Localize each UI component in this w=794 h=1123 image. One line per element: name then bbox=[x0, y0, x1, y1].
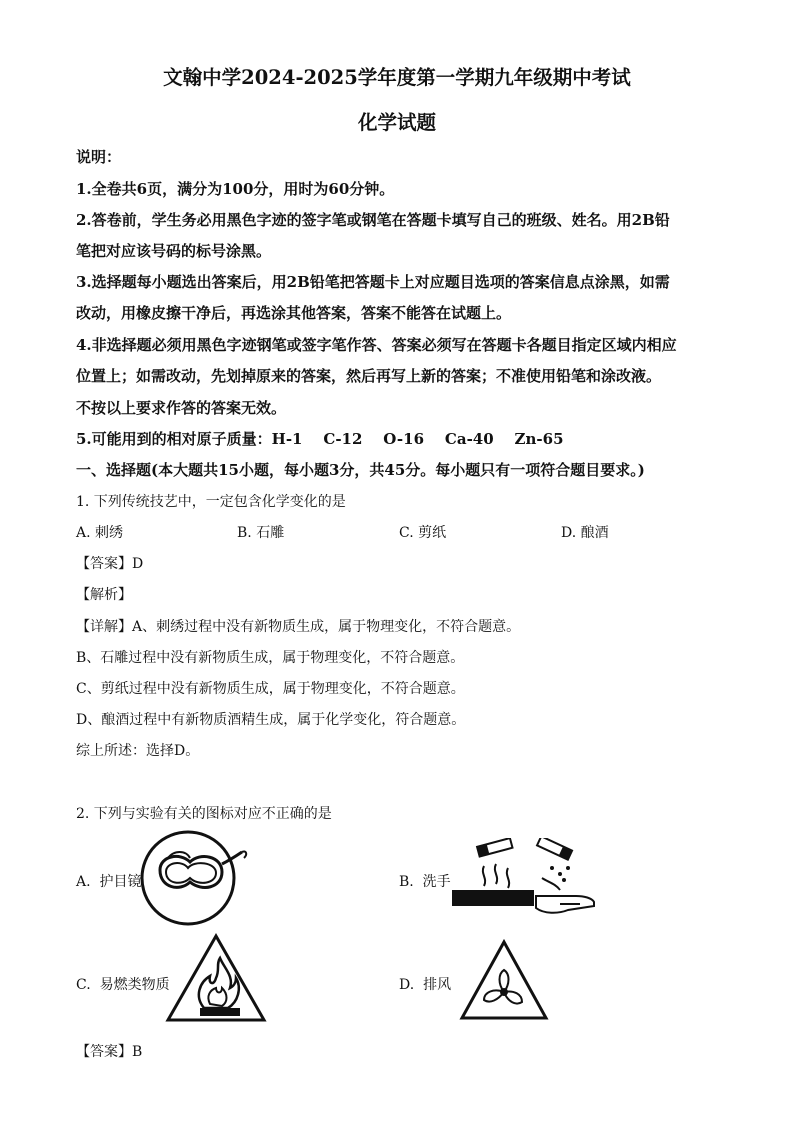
exam-title: 文翰中学2024-2025学年度第一学期九年级期中考试 bbox=[163, 66, 631, 89]
detail-line bbox=[76, 616, 520, 636]
option-a: A. 护目镜 bbox=[76, 874, 142, 890]
answer-tag: 【答案】D bbox=[76, 556, 144, 572]
goggles-icon bbox=[138, 828, 250, 928]
detail-line: 综上所述：选择D。 bbox=[76, 743, 200, 759]
wash-hands-icon bbox=[448, 838, 598, 918]
instruction-line: 3.选择题每小题选出答案后，用2B铅笔把答题卡上对应题目选项的答案信息点涂黑，如需 bbox=[76, 273, 670, 291]
detail-text: A、刺绣过程中没有新物质生成，属于物理变化，不符合题意。 bbox=[132, 619, 521, 635]
option-b: B. 洗手 bbox=[399, 874, 451, 890]
instruction-line: 1.全卷共6页，满分为100分，用时为60分钟。 bbox=[76, 180, 395, 198]
question-stem: 2. 下列与实验有关的图标对应不正确的是 bbox=[76, 806, 332, 822]
exam-subtitle: 化学试题 bbox=[357, 111, 436, 134]
option-d: D. 酿酒 bbox=[561, 525, 609, 541]
instruction-line: 改动，用橡皮擦干净后，再选涂其他答案，答案不能答在试题上。 bbox=[76, 304, 512, 322]
detail-prefix: 【详解】 bbox=[76, 619, 132, 635]
instruction-line: 位置上；如需改动，先划掉原来的答案，然后再写上新的答案；不准使用铅笔和涂改液。 bbox=[76, 367, 662, 385]
option-c: C. 剪纸 bbox=[399, 525, 447, 541]
analysis-tag: 【解析】 bbox=[76, 587, 132, 603]
section-heading: 一、选择题(本大题共15小题，每小题3分，共45分。每小题只有一项符合题目要求。) bbox=[76, 461, 645, 479]
answer-tag: 【答案】B bbox=[76, 1044, 143, 1060]
instruction-line: 笔把对应该号码的标号涂黑。 bbox=[76, 242, 272, 260]
option-b: B. 石雕 bbox=[237, 525, 285, 541]
instruction-line: 2.答卷前，学生务必用黑色字迹的签字笔或钢笔在答题卡填写自己的班级、姓名。用2B铅 bbox=[76, 211, 670, 229]
option-a: A. 刺绣 bbox=[76, 525, 124, 541]
instruction-line: 5.可能用到的相对原子质量：H-1 C-12 O-16 Ca-40 Zn-65 bbox=[76, 430, 564, 448]
flammable-icon bbox=[164, 932, 268, 1026]
instruction-line: 不按以上要求作答的答案无效。 bbox=[76, 399, 287, 417]
option-c: C. 易燃类物质 bbox=[76, 977, 170, 993]
detail-line: D、酿酒过程中有新物质酒精生成，属于化学变化，符合题意。 bbox=[76, 712, 466, 728]
detail-line: C、剪纸过程中没有新物质生成，属于物理变化，不符合题意。 bbox=[76, 681, 465, 697]
exhaust-fan-icon bbox=[458, 938, 550, 1024]
instruction-line: 4.非选择题必须用黑色字迹钢笔或签字笔作答、答案必须写在答题卡各题目指定区域内相应 bbox=[76, 336, 677, 354]
detail-line: B、石雕过程中没有新物质生成，属于物理变化，不符合题意。 bbox=[76, 650, 465, 666]
question-stem: 1. 下列传统技艺中，一定包含化学变化的是 bbox=[76, 494, 346, 510]
instructions-heading: 说明： bbox=[76, 148, 122, 166]
option-d: D. 排风 bbox=[399, 977, 452, 993]
